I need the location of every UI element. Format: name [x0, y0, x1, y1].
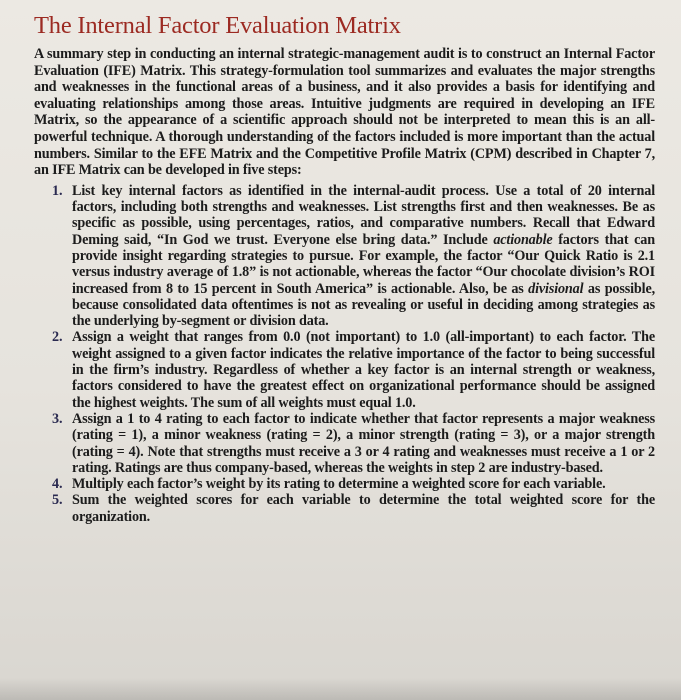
- step-text: Assign a weight that ranges from 0.0 (not important) to 1.0 (all-important) to each factor. The weight assigned to a given factor indicates the relative importance of the factor to being successful in the firm’s industry. Regardless of whether a key factor is an internal strength or weakness, factors considered to have the greatest effect on organizational performance should be assigned the highest weights. The sum of all weights must equal 1.0.: [72, 329, 655, 411]
- list-item: [52, 492, 655, 525]
- step-text: Sum the weighted scores for each variable to determine the total weighted score for the organization.: [72, 492, 655, 525]
- list-item: [52, 329, 655, 410]
- step-number: 5.: [52, 492, 63, 509]
- step-number: 1.: [52, 182, 63, 199]
- list-item: [52, 476, 655, 492]
- steps-list: [30, 183, 655, 525]
- step-number: 3.: [52, 410, 63, 427]
- step-text: Multiply each factor’s weight by its rating to determine a weighted score for each variable.: [72, 476, 606, 493]
- step-text: List key internal factors as identified in the internal-audit process. Use a total of 20 internal factors, including both strengths and weaknesses. List strengths first and then weaknesses. Be as specific as possible, using percentages, ratios, and comparative numbers. Recall that Edward Deming said, “In God we trust. Everyone else bring data.” Include actionable factors that can provide insight regarding strategies to pursue. For example, the factor “Our Quick Ratio is 2.1 versus industry average of 1.8” is not actionable, whereas the factor “Our chocolate division’s ROI increased from 8 to 15 percent in South America” is actionable. Also, be as divisional as possible, because consolidated data oftentimes is not as revealing or useful in deciding among strategies as the underlying by-segment or division data.: [72, 182, 655, 330]
- section-title: The Internal Factor Evaluation Matrix: [34, 12, 401, 39]
- intro-paragraph: A summary step in conducting an internal strategic-management audit is to construct an Internal Factor Evaluation (IFE) Matrix. This strategy-formulation tool summarizes and evaluates the major strengths and weaknesses in the functional areas of a business, and it also provides a basis for identifying and evaluating relationships among those areas. Intuitive judgments are required in developing an IFE Matrix, so the appearance of a scientific approach should not be interpreted to mean this is an all-powerful technique. A thorough understanding of the factors included is more important than the actual numbers. Similar to the EFE Matrix and the Competitive Profile Matrix (CPM) described in Chapter 7, an IFE Matrix can be developed in five steps:: [34, 46, 655, 179]
- step-number: 4.: [52, 476, 63, 493]
- list-item: [52, 411, 655, 476]
- step-number: 2.: [52, 329, 63, 346]
- list-item: [52, 183, 655, 330]
- step-text: Assign a 1 to 4 rating to each factor to indicate whether that factor represents a major weakness (rating = 1), a minor weakness (rating = 2), a minor strength (rating = 3), or a major strength (rating = 4). Note that strengths must receive a 3 or 4 rating and weaknesses must receive a 1 or 2 rating. Ratings are thus company-based, whereas the weights in step 2 are industry-based.: [72, 410, 655, 476]
